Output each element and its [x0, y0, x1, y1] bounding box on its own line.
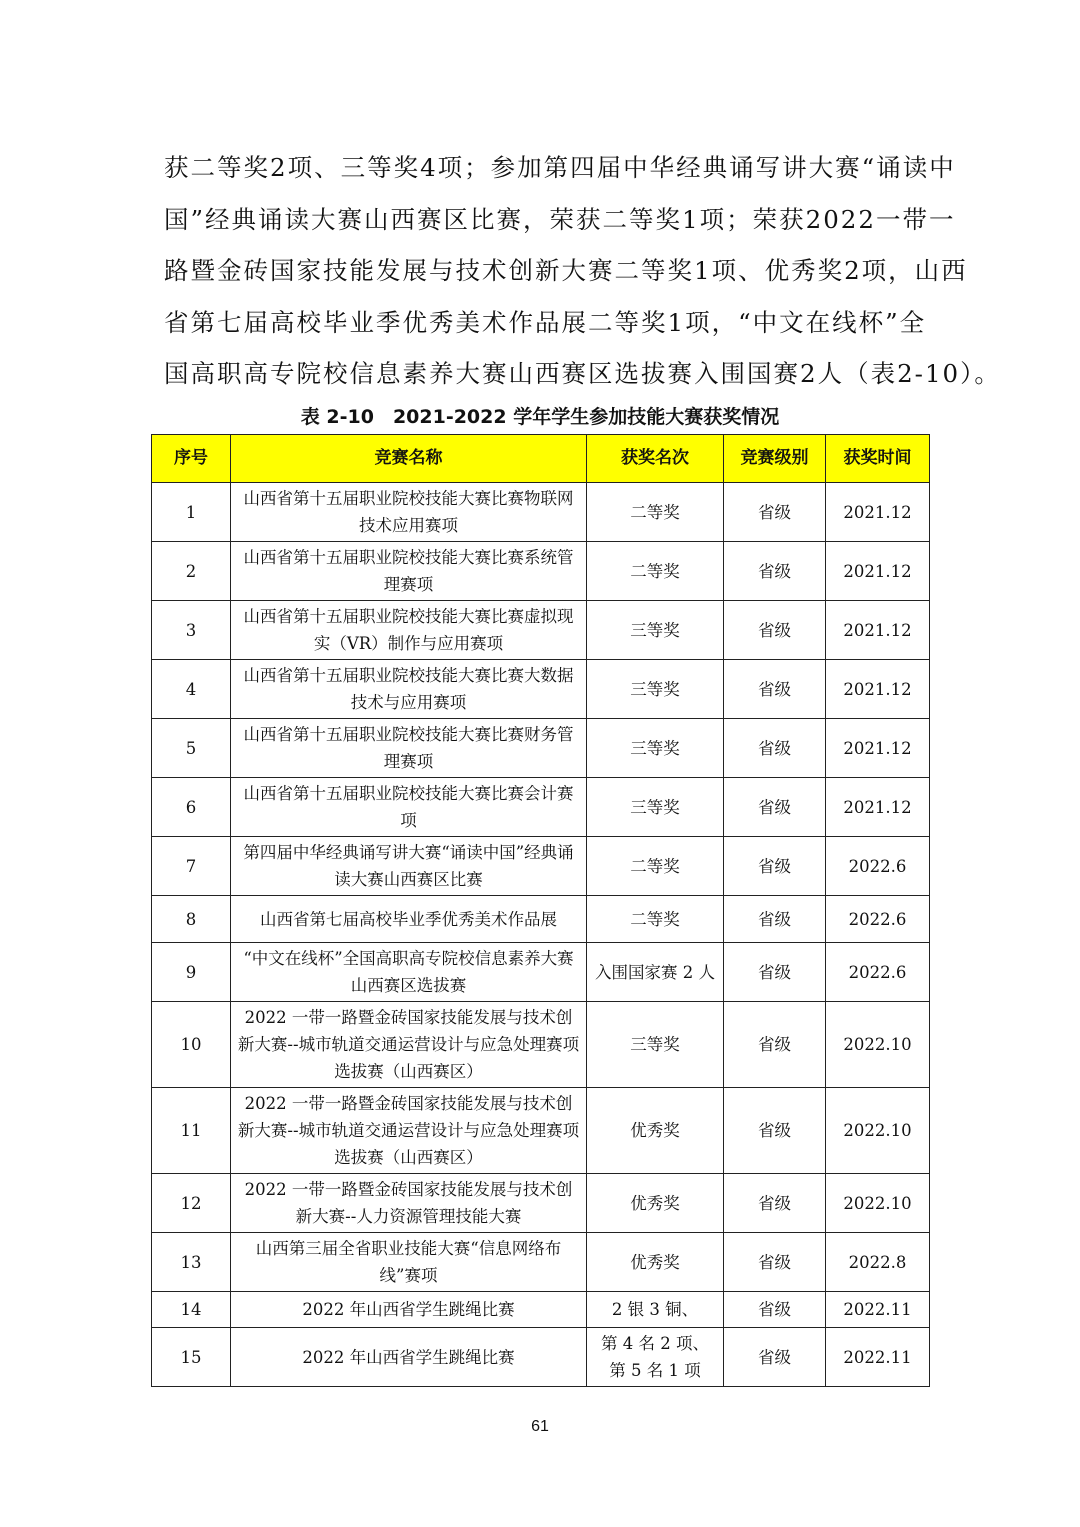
cell-time: 2021.12 [826, 778, 930, 837]
cell-award: 三等奖 [587, 601, 724, 660]
cell-time: 2022.11 [826, 1292, 930, 1328]
cell-award: 优秀奖 [587, 1233, 724, 1292]
cell-index: 3 [152, 601, 231, 660]
paragraph-line: 路暨金砖国家技能发展与技术创新大赛二等奖1项、优秀奖2项，山西 [164, 256, 968, 285]
table-row [152, 943, 930, 1002]
cell-time: 2022.6 [826, 943, 930, 1002]
table-row [152, 660, 930, 719]
cell-level: 省级 [724, 837, 826, 896]
paragraph-line: 省第七届高校毕业季优秀美术作品展二等奖1项，“中文在线杯”全 [164, 307, 927, 337]
cell-time: 2021.12 [826, 483, 930, 542]
cell-competition: 2022 年山西省学生跳绳比赛 [231, 1292, 587, 1328]
page-number: 61 [531, 1418, 549, 1435]
table-row [152, 542, 930, 601]
cell-time: 2021.12 [826, 719, 930, 778]
cell-index: 15 [152, 1328, 231, 1387]
body-paragraph [164, 142, 1001, 400]
table-row [152, 778, 930, 837]
cell-time: 2022.10 [826, 1088, 930, 1174]
table-row [152, 837, 930, 896]
cell-award: 第 4 名 2 项、第 5 名 1 项 [587, 1328, 724, 1387]
header-time: 获奖时间 [826, 435, 930, 483]
cell-award: 二等奖 [587, 542, 724, 601]
cell-competition: 第四届中华经典诵写讲大赛“诵读中国”经典诵读大赛山西赛区比赛 [231, 837, 587, 896]
cell-level: 省级 [724, 601, 826, 660]
table-row [152, 483, 930, 542]
cell-level: 省级 [724, 896, 826, 943]
cell-competition: 2022 一带一路暨金砖国家技能发展与技术创新大赛--人力资源管理技能大赛 [231, 1174, 587, 1233]
cell-index: 12 [152, 1174, 231, 1233]
cell-competition: “中文在线杯”全国高职高专院校信息素养大赛山西赛区选拔赛 [231, 943, 587, 1002]
table-row [152, 1002, 930, 1088]
paragraph-line: 国”经典诵读大赛山西赛区比赛，荣获二等奖1项；荣获2022一带一 [164, 204, 956, 234]
cell-index: 6 [152, 778, 231, 837]
table-row [152, 896, 930, 943]
cell-competition: 2022 年山西省学生跳绳比赛 [231, 1328, 587, 1387]
table-body [152, 483, 930, 1387]
cell-competition: 2022 一带一路暨金砖国家技能发展与技术创新大赛--城市轨道交通运营设计与应急处理赛项选拔赛（山西赛区） [231, 1088, 587, 1174]
cell-index: 10 [152, 1002, 231, 1088]
paragraph-line: 国高职高专院校信息素养大赛山西赛区选拔赛入围国赛2人（表2-10）。 [164, 359, 1001, 388]
cell-competition: 山西省第十五届职业院校技能大赛比赛虚拟现实（VR）制作与应用赛项 [231, 601, 587, 660]
cell-level: 省级 [724, 943, 826, 1002]
cell-level: 省级 [724, 719, 826, 778]
paragraph-line: 获二等奖2项、三等奖4项；参加第四届中华经典诵写讲大赛“诵读中 [164, 153, 956, 182]
cell-index: 1 [152, 483, 231, 542]
table-row [152, 1292, 930, 1328]
cell-time: 2022.10 [826, 1174, 930, 1233]
cell-index: 7 [152, 837, 231, 896]
cell-index: 2 [152, 542, 231, 601]
cell-level: 省级 [724, 1328, 826, 1387]
header-level: 竞赛级别 [724, 435, 826, 483]
table-row [152, 719, 930, 778]
cell-time: 2021.12 [826, 542, 930, 601]
table-row [152, 1174, 930, 1233]
cell-competition: 山西第三届全省职业技能大赛“信息网络布线”赛项 [231, 1233, 587, 1292]
awards-table [151, 434, 930, 1387]
cell-level: 省级 [724, 1174, 826, 1233]
cell-award: 优秀奖 [587, 1174, 724, 1233]
cell-index: 8 [152, 896, 231, 943]
header-competition: 竞赛名称 [231, 435, 587, 483]
cell-time: 2022.6 [826, 837, 930, 896]
cell-level: 省级 [724, 1088, 826, 1174]
cell-award: 优秀奖 [587, 1088, 724, 1174]
table-row [152, 1088, 930, 1174]
cell-time: 2022.11 [826, 1328, 930, 1387]
cell-level: 省级 [724, 1002, 826, 1088]
table-row [152, 1328, 930, 1387]
cell-award: 二等奖 [587, 837, 724, 896]
cell-time: 2022.6 [826, 896, 930, 943]
cell-level: 省级 [724, 1292, 826, 1328]
cell-award: 二等奖 [587, 483, 724, 542]
cell-competition: 山西省第十五届职业院校技能大赛比赛财务管理赛项 [231, 719, 587, 778]
table-row [152, 1233, 930, 1292]
cell-award: 三等奖 [587, 778, 724, 837]
cell-time: 2021.12 [826, 660, 930, 719]
table-caption: 表 2-10 2021-2022 学年学生参加技能大赛获奖情况 [300, 406, 780, 428]
cell-competition: 2022 一带一路暨金砖国家技能发展与技术创新大赛--城市轨道交通运营设计与应急处理赛项选拔赛（山西赛区） [231, 1002, 587, 1088]
cell-time: 2022.10 [826, 1002, 930, 1088]
header-award: 获奖名次 [587, 435, 724, 483]
cell-competition: 山西省第十五届职业院校技能大赛比赛大数据技术与应用赛项 [231, 660, 587, 719]
table-header-row [152, 435, 930, 483]
cell-level: 省级 [724, 660, 826, 719]
cell-competition: 山西省第十五届职业院校技能大赛比赛物联网技术应用赛项 [231, 483, 587, 542]
cell-award: 三等奖 [587, 660, 724, 719]
cell-level: 省级 [724, 778, 826, 837]
cell-award: 2 银 3 铜、 [587, 1292, 724, 1328]
cell-award: 二等奖 [587, 896, 724, 943]
cell-index: 9 [152, 943, 231, 1002]
cell-index: 4 [152, 660, 231, 719]
cell-index: 11 [152, 1088, 231, 1174]
header-index: 序号 [152, 435, 231, 483]
cell-index: 13 [152, 1233, 231, 1292]
cell-award: 三等奖 [587, 719, 724, 778]
cell-time: 2022.8 [826, 1233, 930, 1292]
cell-competition: 山西省第十五届职业院校技能大赛比赛系统管理赛项 [231, 542, 587, 601]
cell-award: 三等奖 [587, 1002, 724, 1088]
cell-level: 省级 [724, 1233, 826, 1292]
cell-competition: 山西省第十五届职业院校技能大赛比赛会计赛项 [231, 778, 587, 837]
cell-index: 5 [152, 719, 231, 778]
cell-level: 省级 [724, 483, 826, 542]
cell-index: 14 [152, 1292, 231, 1328]
cell-award: 入围国家赛 2 人 [587, 943, 724, 1002]
cell-level: 省级 [724, 542, 826, 601]
table-row [152, 601, 930, 660]
cell-time: 2021.12 [826, 601, 930, 660]
cell-competition: 山西省第七届高校毕业季优秀美术作品展 [231, 896, 587, 943]
